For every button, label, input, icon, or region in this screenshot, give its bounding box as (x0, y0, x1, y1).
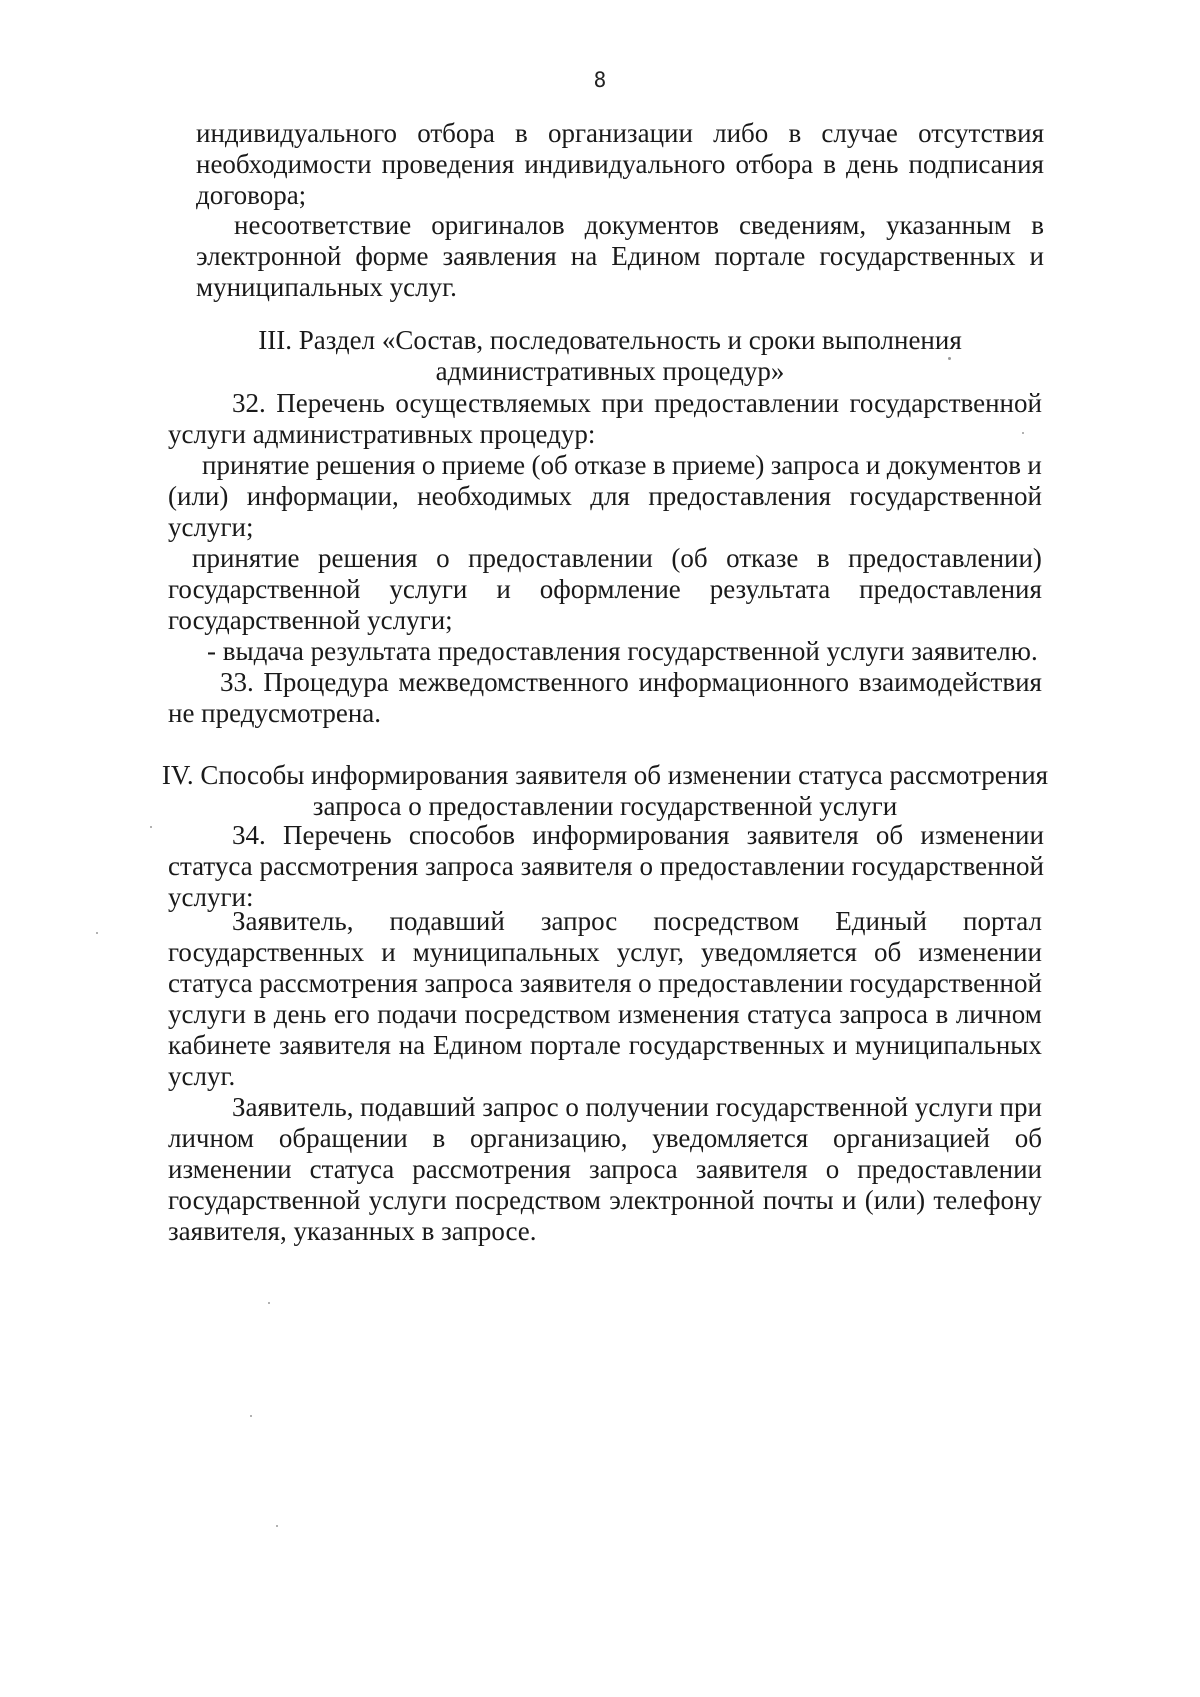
word: в (253, 999, 267, 1029)
heading-line: IV. Способы информирования заявителя об изменении статуса рассмотрения (161, 760, 1049, 790)
text-line: муниципальных услуг. (196, 272, 457, 302)
word: государственной (849, 388, 1042, 418)
word: взаимодействия (858, 667, 1042, 697)
word: в (816, 543, 830, 573)
word: проведения (381, 149, 515, 179)
text-line: государственной услуги; (168, 605, 453, 635)
word: 32. (232, 388, 266, 418)
word: Заявитель, (232, 906, 354, 936)
word: статуса (747, 999, 832, 1029)
word: Едином (611, 241, 701, 271)
word: организацией (832, 1123, 990, 1153)
word: об (1014, 1123, 1042, 1153)
word: заявителя (520, 851, 633, 881)
scan-speck (276, 1525, 278, 1527)
word: об (875, 820, 904, 850)
paragraph-portal-notification (168, 906, 1042, 1092)
word: в (823, 149, 836, 179)
word: оригиналов (431, 210, 565, 240)
word: государственных (168, 937, 365, 967)
word: государственной (849, 968, 1042, 998)
word: в (1031, 210, 1044, 240)
word: рассмотрения (259, 851, 419, 881)
word: запроса (424, 968, 514, 998)
word: муниципальных (854, 1030, 1042, 1060)
word: 34. (232, 820, 266, 850)
text-line: - выдача результата предоставления государственной услуги заявителю. (207, 636, 1038, 666)
text-line (196, 241, 1044, 272)
scan-speck (948, 357, 951, 360)
word: Процедура (263, 667, 389, 697)
text-line (168, 667, 1042, 698)
word: портал (963, 906, 1042, 936)
word: заявителя (746, 820, 859, 850)
word: на (398, 1030, 426, 1060)
word: подписания (908, 149, 1044, 179)
word: отсутствия (918, 118, 1044, 148)
word: указанным (886, 210, 1012, 240)
word: Едином (432, 1030, 523, 1060)
word: информации, (246, 481, 399, 511)
word: отказе (726, 543, 799, 573)
text-line: не предусмотрена. (168, 698, 382, 728)
word: государственной (168, 574, 361, 604)
text-line (196, 118, 1044, 149)
word: Перечень (276, 388, 385, 418)
paragraph-documents-mismatch (196, 210, 1044, 303)
word: статуса (168, 851, 253, 881)
word: запроса (588, 1154, 678, 1184)
word: документов (886, 450, 1022, 480)
word: (или) (864, 1185, 926, 1215)
word: и (496, 574, 511, 604)
scan-speck (250, 1415, 252, 1417)
word: запроса (839, 999, 929, 1029)
word: услуги (368, 1185, 447, 1215)
text-line (168, 450, 1042, 481)
word: при (601, 388, 644, 418)
text-line (168, 1123, 1042, 1154)
word: отказе (574, 450, 647, 480)
word: (об (531, 450, 568, 480)
word: оформление (539, 574, 681, 604)
text-line (168, 481, 1042, 512)
word: Единый (835, 906, 927, 936)
word: предоставлении (658, 968, 843, 998)
word: несоответствие (234, 210, 412, 240)
word: посредством (464, 999, 611, 1029)
word: результата (709, 574, 831, 604)
text-line (168, 906, 1042, 937)
word: заявителя (695, 1154, 808, 1184)
word: необходимых (417, 481, 572, 511)
scan-speck (150, 826, 152, 828)
word: организацию, (470, 1123, 628, 1153)
word: документов (584, 210, 719, 240)
word: электронной (196, 241, 342, 271)
text-line (168, 937, 1042, 968)
scan-speck (1022, 432, 1024, 434)
word: почты (762, 1185, 834, 1215)
word: услуг, (616, 937, 684, 967)
word: и (381, 937, 396, 967)
word: в (432, 1123, 446, 1153)
word: подавший (389, 906, 505, 936)
word: день (846, 149, 899, 179)
word: портале (714, 241, 806, 271)
text-line (168, 999, 1042, 1030)
word: обращении (278, 1123, 408, 1153)
word: подавший (360, 1092, 476, 1122)
word: запроса (770, 450, 860, 480)
word: информационного (638, 667, 850, 697)
paragraph-33 (168, 667, 1042, 729)
word: приеме) (671, 450, 765, 480)
word: кабинете (168, 1030, 272, 1060)
text-line (168, 574, 1042, 605)
word: государственных (819, 241, 1016, 271)
word: принятие (192, 543, 300, 573)
word: получении (585, 1092, 709, 1122)
word: телефону (933, 1185, 1042, 1215)
text-line: договора; (196, 180, 307, 210)
word: уведомляется (701, 937, 857, 967)
word: день (273, 999, 327, 1029)
word: межведомственного (398, 667, 629, 697)
text-line (168, 851, 1044, 882)
procedure-item-3 (207, 636, 1042, 667)
word: услуги (168, 999, 246, 1029)
text-line: заявителя, указанных в запросе. (168, 1216, 537, 1246)
word: организации (547, 118, 693, 148)
paragraph-personal-visit-notification (168, 1092, 1042, 1247)
word: и (1027, 450, 1042, 480)
word: (или) (168, 481, 229, 511)
word: случае (821, 118, 898, 148)
word: государственной (168, 1185, 361, 1215)
paragraph-individual-selection (196, 118, 1044, 211)
word: личном (168, 1123, 255, 1153)
text-line: услуги административных процедур: (168, 419, 596, 449)
word: о (639, 851, 653, 881)
word: заявления (442, 241, 557, 271)
word: предоставлении) (848, 543, 1042, 573)
word: для (590, 481, 630, 511)
word: необходимости (196, 149, 372, 179)
word: о (825, 1154, 840, 1184)
word: уведомляется (652, 1123, 809, 1153)
word: заявителя (519, 968, 632, 998)
word: отбора (417, 118, 495, 148)
word: государственных (628, 1030, 825, 1060)
word: о (565, 1092, 579, 1122)
text-line (196, 210, 1044, 241)
word: способов (408, 820, 515, 850)
word: отбора (735, 149, 814, 179)
word: изменении (920, 820, 1044, 850)
section-4-heading (160, 760, 1050, 822)
word: изменении (168, 1154, 292, 1184)
word: предоставлении (857, 1154, 1042, 1184)
word: о (436, 543, 450, 573)
word: статуса (168, 968, 253, 998)
word: запрос (482, 1092, 559, 1122)
word: (об (671, 543, 708, 573)
text-line (168, 1092, 1042, 1123)
word: заявителя (278, 1030, 391, 1060)
word: государственной (851, 851, 1044, 881)
word: предоставления (859, 574, 1042, 604)
word: на (570, 241, 598, 271)
page-number: 8 (593, 68, 607, 92)
word: и (841, 1185, 857, 1215)
word: личном (955, 999, 1042, 1029)
text-line (168, 543, 1042, 574)
word: запрос (540, 906, 618, 936)
word: предоставлении (468, 543, 653, 573)
word: и (865, 450, 881, 480)
procedure-item-2 (168, 543, 1042, 636)
word: принятие (202, 450, 310, 480)
word: в (652, 450, 666, 480)
word: приеме (441, 450, 526, 480)
scan-speck (268, 1302, 270, 1304)
word: посредством (455, 1185, 601, 1215)
text-line (168, 1030, 1042, 1061)
word: в (788, 118, 802, 148)
heading-line: административных процедур» (435, 356, 785, 386)
word: и (832, 1030, 848, 1060)
word: Перечень (283, 820, 392, 850)
text-line (168, 968, 1042, 999)
word: подачи (377, 999, 458, 1029)
word: о (421, 450, 436, 480)
text-line (168, 1185, 1042, 1216)
word: 33. (220, 667, 254, 697)
paragraph-32 (168, 388, 1042, 450)
word: индивидуального (196, 118, 398, 148)
word: сведениям, (739, 210, 867, 240)
text-line (168, 820, 1044, 851)
text-line (168, 388, 1042, 419)
word: предоставлении (654, 388, 840, 418)
word: государственной (849, 481, 1042, 511)
word: об (874, 937, 902, 967)
word: муниципальных (412, 937, 600, 967)
word: форме (355, 241, 429, 271)
word: индивидуального (524, 149, 726, 179)
word: и (1029, 241, 1044, 271)
heading-line: III. Раздел «Состав, последовательность и сроки выполнения (258, 325, 962, 355)
word: статуса (309, 1154, 395, 1184)
word: решения (318, 543, 418, 573)
word: запроса (425, 851, 514, 881)
word: либо (713, 118, 769, 148)
word: осуществляемых (395, 388, 591, 418)
paragraph-34 (168, 820, 1044, 913)
text-line: услуг. (168, 1061, 236, 1091)
text-line: услуги; (168, 512, 254, 542)
word: предоставления (648, 481, 832, 511)
word: услуги (914, 1092, 993, 1122)
heading-line: запроса о предоставлении государственной услуги (312, 791, 898, 821)
word: информирования (532, 820, 730, 850)
word: в (515, 118, 528, 148)
word: о (638, 968, 652, 998)
word: портале (530, 1030, 621, 1060)
word: решения (315, 450, 416, 480)
text-line (196, 149, 1044, 180)
text-line (168, 1154, 1042, 1185)
word: его (333, 999, 370, 1029)
word: услуги (389, 574, 468, 604)
word: рассмотрения (412, 1154, 571, 1184)
word: предоставлении (659, 851, 845, 881)
word: электронной (609, 1185, 755, 1215)
word: государственной (715, 1092, 909, 1122)
section-3-heading (170, 325, 1050, 387)
word: в (935, 999, 949, 1029)
word: рассмотрения (259, 968, 418, 998)
procedure-item-1 (168, 450, 1042, 543)
word: изменения (618, 999, 740, 1029)
word: посредством (653, 906, 800, 936)
word: Заявитель, (232, 1092, 354, 1122)
text-line: услуги: (168, 882, 254, 912)
word: при (999, 1092, 1042, 1122)
scan-speck (96, 932, 98, 934)
word: изменении (918, 937, 1042, 967)
